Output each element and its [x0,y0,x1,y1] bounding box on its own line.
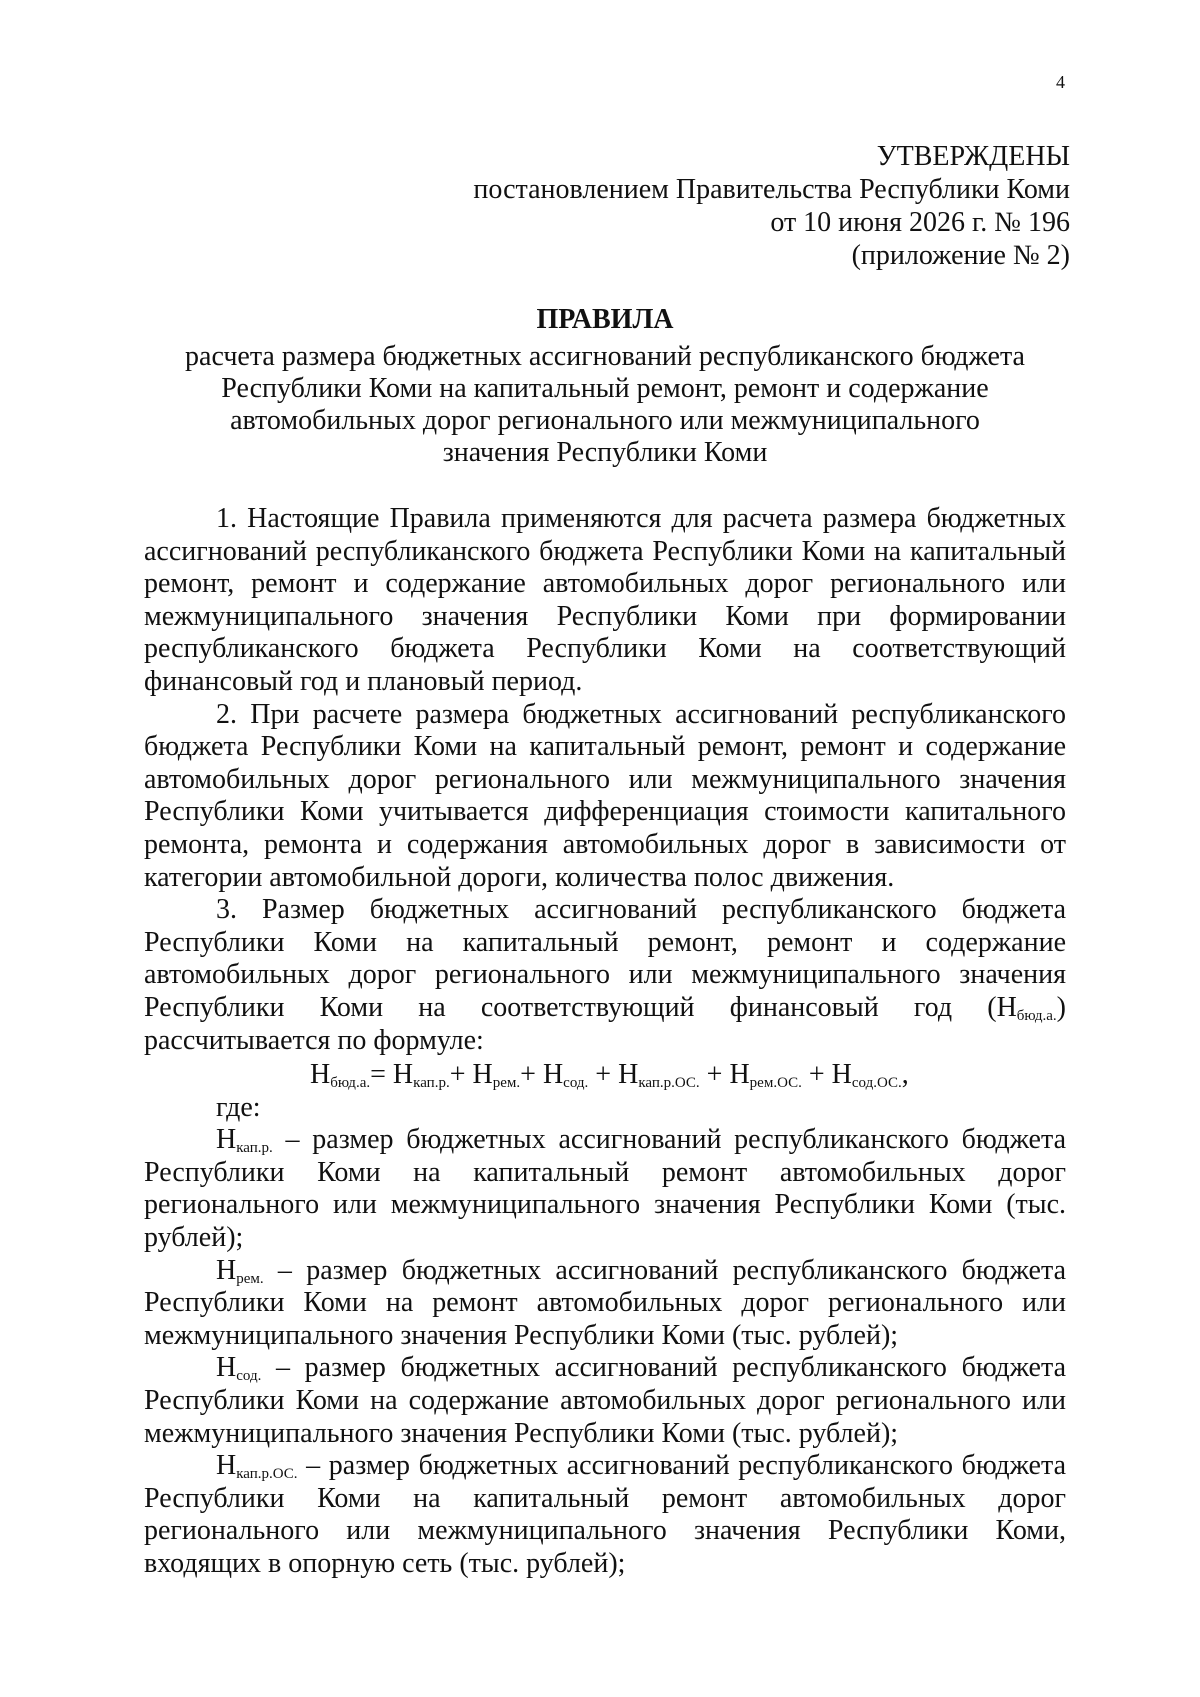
title-subtitle-line: значения Республики Коми [442,437,768,468]
paragraph-3 [144,894,1066,1057]
document-body [144,503,1066,1581]
approval-heading: УТВЕРЖДЕНЫ [876,141,1070,172]
definition-symbol: Н [216,1254,237,1286]
definition-kap-r-os [144,1450,1066,1580]
page-number: 4 [1056,72,1065,92]
definition-subscript: кап.р.ОС. [236,1466,298,1483]
title-subtitle-line: расчета размера бюджетных ассигнований республиканского бюджета [185,341,1025,372]
document-title [145,304,1065,469]
paragraph-3-text: 3. Размер бюджетных ассигнований республиканского бюджета Республики Коми на капитальный ремонт, ремонт и содержание автомобильных дорог регионального или межмуниципального значения Республики Коми на соответствующий финансовый год ( [144,894,1066,1023]
formula-symbol: Н [996,991,1017,1023]
approval-appendix: (приложение № 2) [851,240,1070,271]
definition-rem [144,1255,1066,1353]
title-subtitle-line: Республики Коми на капитальный ремонт, ремонт и содержание [221,373,989,404]
definition-symbol: Н [216,1450,237,1482]
title-subtitle-line: автомобильных дорог регионального или межмуниципального [230,405,980,436]
definition-symbol: Н [216,1352,237,1384]
paragraph-2: 2. При расчете размера бюджетных ассигнований республиканского бюджета Республики Коми на капитальный ремонт, ремонт и содержание автомобильных дорог регионального или межмуниципального значения Республики Коми учитывается дифференциация стоимости капитального ремонта, ремонта и содержания автомобильных дорог в зависимости от категории автомобильной дороги, количества полос движения. [144,698,1066,893]
approval-date-number: от 10 июня 2026 г. № 196 [770,207,1070,238]
approval-stamp [473,140,1070,272]
definition-text: – размер бюджетных ассигнований республиканского бюджета Республики Коми на содержание автомобильных дорог регионального или межмуниципального значения Республики Коми (тыс. рублей); [144,1352,1066,1449]
definition-kap-r [144,1124,1066,1254]
formula-subscript: бюд.а. [1016,1007,1057,1024]
definition-sod [144,1352,1066,1450]
where-label: где: [216,1091,261,1123]
approval-issuer: постановлением Правительства Республики Коми [473,174,1070,205]
definition-text: – размер бюджетных ассигнований республиканского бюджета Республики Коми на капитальный ремонт автомобильных дорог регионального или межмуниципального значения Республики Коми (тыс. рублей); [144,1124,1066,1254]
paragraph-1: 1. Настоящие Правила применяются для расчета размера бюджетных ассигнований республиканского бюджета Республики Коми на капитальный ремонт, ремонт и содержание автомобильных дорог регионального или межмуниципального значения Республики Коми при формировании республиканского бюджета Республики Коми на соответствующий финансовый год и плановый период. [144,503,1066,697]
definition-subscript: кап.р. [236,1140,273,1157]
definition-symbol: Н [216,1124,237,1156]
paragraph-3-close: ) [1056,991,1066,1023]
budget-formula: $Н_{бюд.а.}= Н_{кап.р.}+ Н_{рем.}+ Н_{сод.} + Н_{кап.р.ОС.} + Н_{рем.ОС.} + Н_{сод.ОС.}$, [310,1059,909,1092]
title-heading: ПРАВИЛА [536,304,674,335]
definition-text: – размер бюджетных ассигнований республиканского бюджета Республики Коми на капитальный ремонт автомобильных дорог регионального или межмуниципального значения Республики Коми, входящих в опорную сеть (тыс. рублей); [144,1450,1066,1579]
definition-subscript: сод. [236,1368,262,1385]
definition-subscript: рем. [236,1270,264,1287]
paragraph-3-end: рассчитывается по формуле: [144,1024,484,1056]
definition-text: – размер бюджетных ассигнований республиканского бюджета Республики Коми на ремонт автомобильных дорог регионального или межмуниципального значения Республики Коми (тыс. рублей); [144,1254,1066,1351]
